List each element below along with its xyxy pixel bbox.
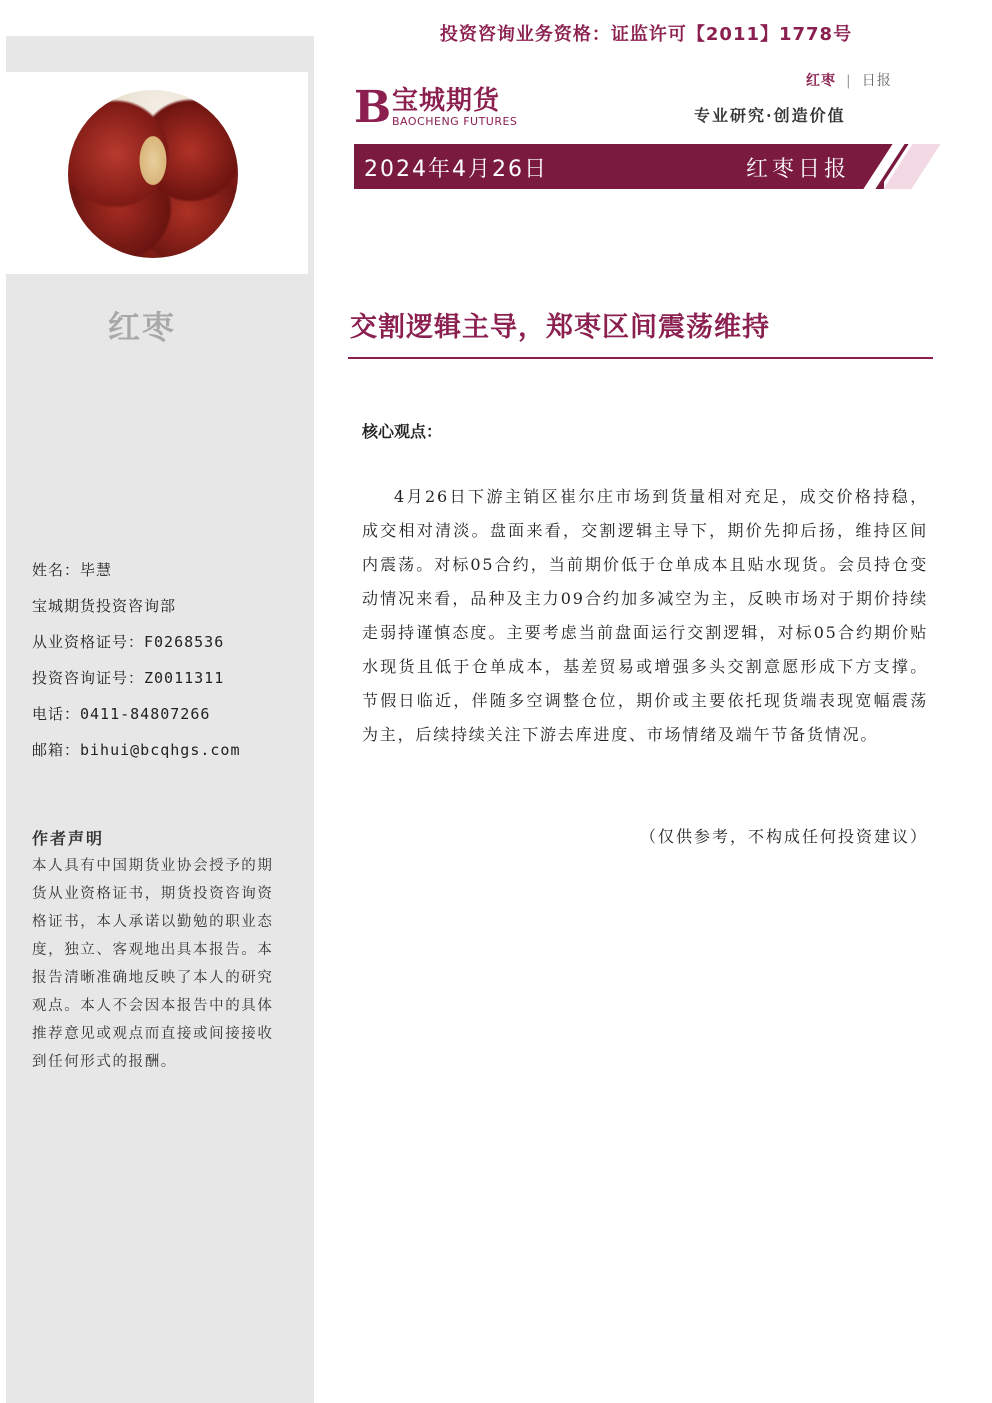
analyst-phone: 电话：0411-84807266	[32, 705, 211, 723]
headline-divider	[348, 357, 933, 359]
report-name: 红枣日报	[746, 157, 851, 182]
report-headline: 交割逻辑主导，郑枣区间震荡维持	[350, 312, 770, 343]
brand-name-en: BAOCHENG FUTURES	[392, 115, 518, 128]
red-dates-photo	[68, 90, 238, 258]
qualification-number: 从业资格证号：F0268536	[32, 633, 225, 651]
analyst-contact	[32, 558, 241, 774]
analyst-email: 邮箱：bihui@bcqhgs.com	[32, 741, 241, 759]
sidebar-product-title: 红枣	[108, 308, 177, 346]
consulting-number: 投资咨询证号：Z0011311	[32, 669, 225, 687]
top-category-nav	[806, 70, 892, 90]
core-view-body: 4月26日下游主销区崔尔庄市场到货量相对充足，成交价格持稳，成交相对清淡。盘面来看，交割逻辑主导下，期价先抑后扬，维持区间内震荡。对标05合约，当前期价低于仓单成本且贴水现货。会员持仓变动情况来看，品种及主力09合约加多减空为主，反映市场对于期价持续走弱持谨慎态度。主要考虑当前盘面运行交割逻辑，对标05合约期价贴水现货且低于仓单成本，基差贸易或增强多头交割意愿形成下方支撑。节假日临近，伴随多空调整仓位，期价或主要依托现货端表现宽幅震荡为主，后续持续关注下游去库进度、市场情绪及端午节备货情况。	[362, 487, 928, 744]
disclaimer: （仅供参考，不构成任何投资建议）	[639, 827, 928, 846]
license-notice: 投资咨询业务资格：证监许可【2011】1778号	[439, 24, 853, 45]
declaration-body: 本人具有中国期货业协会授予的期货从业资格证书，期货投资咨询资格证书，本人承诺以勤勉的职业态度，独立、客观地出具本报告。本报告清晰准确地反映了本人的研究观点。本人不会因本报告中的具体推荐意见或观点而直接或间接接收到任何形式的报酬。	[32, 858, 274, 1070]
brand-mark-icon: B	[354, 82, 392, 133]
core-view-label: 核心观点：	[362, 422, 443, 441]
nav-product: 红枣	[806, 73, 836, 89]
analyst-department: 宝城期货投资咨询部	[32, 597, 177, 615]
report-date: 2024年4月26日	[364, 157, 548, 182]
nav-divider: |	[846, 73, 852, 89]
nav-report-type: 日报	[861, 73, 892, 89]
brand-logo	[354, 82, 518, 133]
declaration-title: 作者声明	[32, 829, 105, 848]
brand-name-cn: 宝城期货	[392, 86, 501, 116]
slogan: 专业研究·创造价值	[694, 106, 846, 125]
analyst-name: 姓名：毕慧	[32, 561, 113, 579]
